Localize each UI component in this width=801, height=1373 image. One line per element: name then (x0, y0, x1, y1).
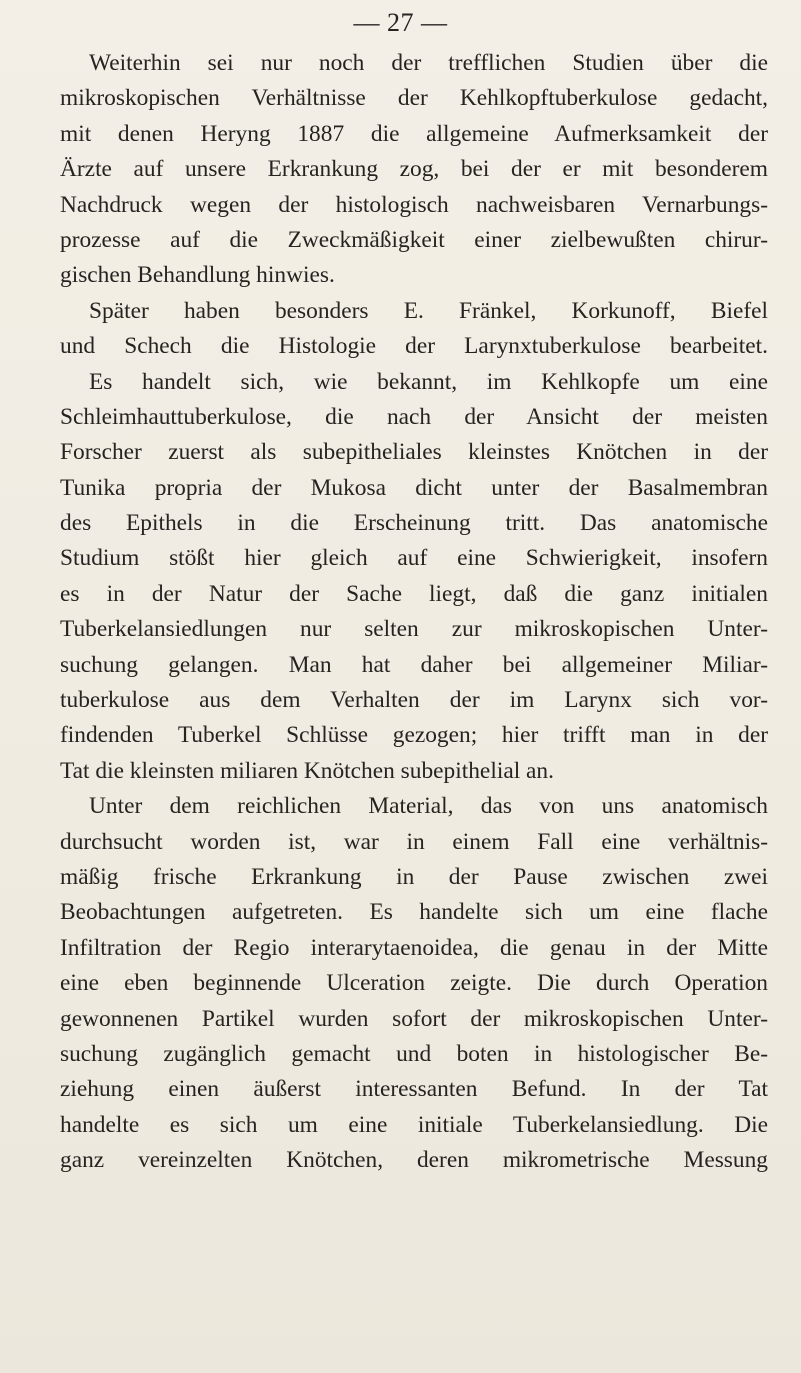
text-line: des Epithels in die Erscheinung tritt. Das anatomische (60, 510, 768, 537)
text-line: suchung zugänglich gemacht und boten in histologischer Be- (60, 1040, 768, 1067)
text-line: Forscher zuerst als subepitheliales kleinstes Knötchen in der (60, 439, 768, 466)
text-line: Später haben besonders E. Fränkel, Korkunoff, Biefel (89, 297, 768, 324)
text-line: mäßig frische Erkrankung in der Pause zwischen zwei (60, 863, 768, 890)
text-line: suchung gelangen. Man hat daher bei allgemeiner Miliar- (60, 651, 768, 678)
text-line: Tuberkelansiedlungen nur selten zur mikroskopischen Unter- (60, 616, 768, 643)
text-line: Ärzte auf unsere Erkrankung zog, bei der er mit besonderem (60, 156, 768, 183)
text-line: Weiterhin sei nur noch der trefflichen Studien über die (89, 50, 768, 76)
text-line: ziehung einen äußerst interessanten Befund. In der Tat (60, 1076, 768, 1103)
text-line: und Schech die Histologie der Larynxtuberkulose bearbeitet. (60, 333, 768, 360)
text-line: handelte es sich um eine initiale Tuberkelansiedlung. Die (60, 1111, 768, 1138)
text-line: gischen Behandlung hinwies. (60, 262, 335, 289)
text-line: prozesse auf die Zweckmäßigkeit einer zielbewußten chirur- (60, 226, 768, 253)
text-line: Es handelt sich, wie bekannt, im Kehlkopfe um eine (89, 368, 768, 395)
text-line: es in der Natur der Sache liegt, daß die ganz initialen (60, 580, 768, 607)
text-line: Schleimhauttuberkulose, die nach der Ansicht der meisten (60, 403, 768, 430)
text-line: ganz vereinzelten Knötchen, deren mikrometrische Messung (60, 1147, 768, 1174)
text-line: Tunika propria der Mukosa dicht unter der Basalmembran (60, 474, 768, 501)
text-line: eine eben beginnende Ulceration zeigte. Die durch Operation (60, 970, 768, 997)
text-line: mit denen Heryng 1887 die allgemeine Aufmerksamkeit der (60, 120, 768, 147)
text-line: Infiltration der Regio interarytaenoidea, die genau in der Mitte (60, 934, 768, 961)
page-number: — 27 — (353, 8, 448, 37)
text-line: tuberkulose aus dem Verhalten der im Larynx sich vor- (60, 687, 768, 714)
text-line: Unter dem reichlichen Material, das von uns anatomisch (89, 793, 768, 820)
body-text (60, 46, 768, 1179)
text-line: Nachdruck wegen der histologisch nachweisbaren Vernarbungs- (60, 191, 768, 218)
text-line: Studium stößt hier gleich auf eine Schwierigkeit, insofern (60, 545, 768, 572)
text-line: Beobachtungen aufgetreten. Es handelte sich um eine flache (60, 899, 768, 926)
text-line: findenden Tuberkel Schlüsse gezogen; hier trifft man in der (60, 722, 768, 749)
text-line: Tat die kleinsten miliaren Knötchen subepithelial an. (60, 757, 554, 784)
text-line: durchsucht worden ist, war in einem Fall eine verhältnis- (60, 828, 768, 855)
text-line: mikroskopischen Verhältnisse der Kehlkopftuberkulose gedacht, (60, 85, 768, 112)
text-line: gewonnenen Partikel wurden sofort der mikroskopischen Unter- (60, 1005, 768, 1032)
